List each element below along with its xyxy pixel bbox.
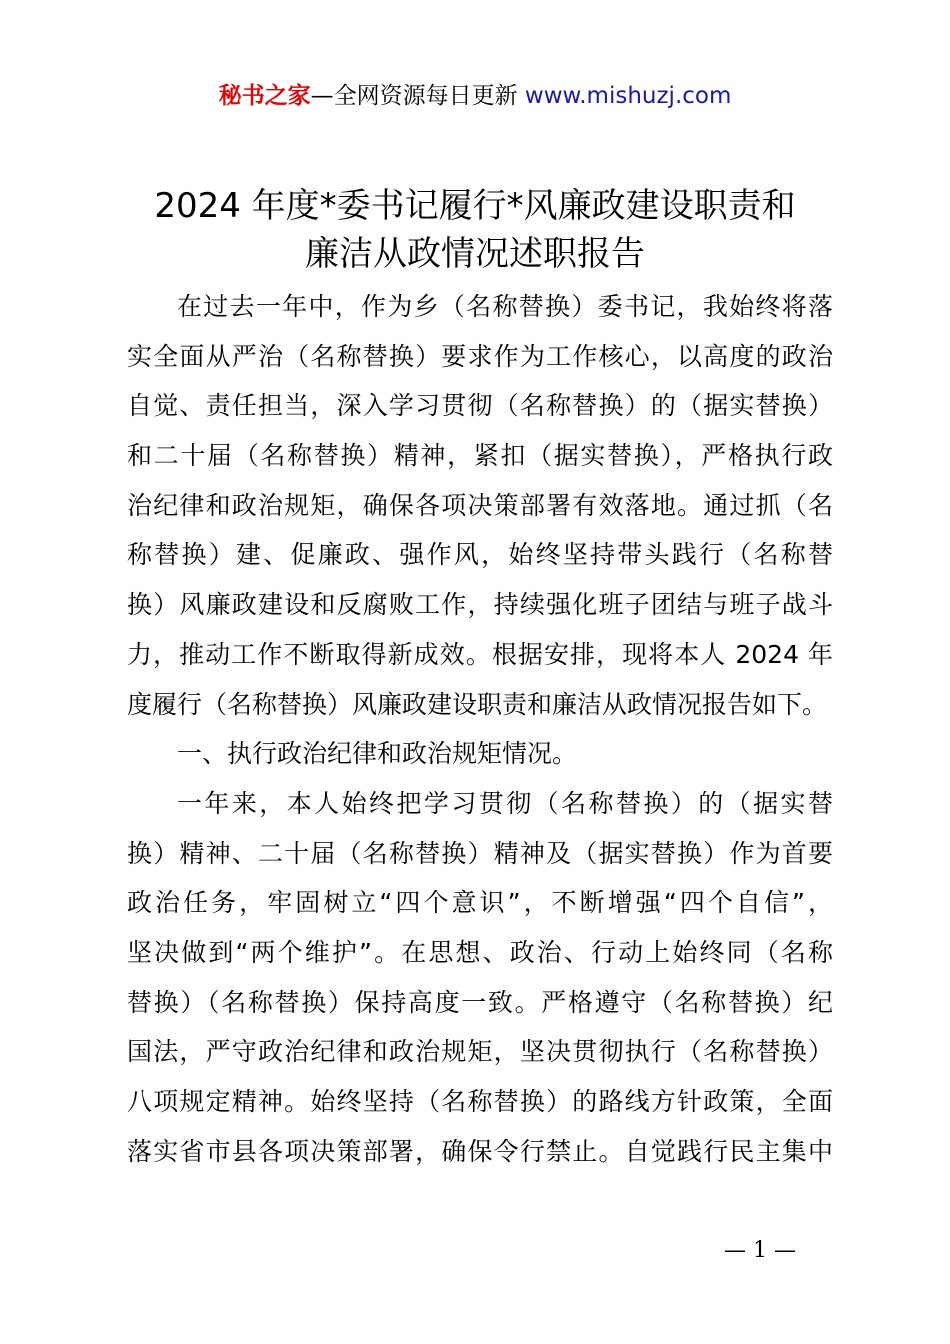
- body-line: 八项规定精神。始终坚持（名称替换）的路线方针政策，全面: [127, 1087, 833, 1116]
- title-line-2: 廉洁从政情况述职报告: [305, 234, 645, 274]
- site-brand: 秘书之家: [218, 83, 311, 109]
- body-line: 自觉、责任担当，深入学习贯彻（名称替换）的（据实替换）: [127, 391, 833, 421]
- body-line: 一年来，本人始终把学习贯彻（名称替换）的（据实替: [177, 788, 833, 818]
- section-heading: 一、执行政治纪律和政治规矩情况。: [177, 739, 578, 769]
- body-line: 换）风廉政建设和反腐败工作，持续强化班子团结与班子战斗: [127, 590, 833, 620]
- body-line: 和二十届（名称替换）精神，紧扣（据实替换），严格执行政: [127, 441, 833, 471]
- body-line: 度履行（名称替换）风廉政建设职责和廉洁从政情况报告如下。: [127, 689, 828, 719]
- body-line: 实全面从严治（名称替换）要求作为工作核心，以高度的政治: [127, 341, 833, 371]
- body-line: 落实省市县各项决策部署，确保令行禁止。自觉践行民主集中: [127, 1136, 833, 1166]
- site-header: [0, 80, 950, 112]
- body-line: 换）精神、二十届（名称替换）精神及（据实替换）作为首要: [127, 838, 833, 868]
- site-url[interactable]: www.mishuzj.com: [524, 83, 732, 109]
- document-body: [127, 282, 833, 1176]
- document-title: [100, 182, 850, 278]
- body-line: 替换）（名称替换）保持高度一致。严格遵守（名称替换）纪: [127, 987, 833, 1017]
- body-line: 治纪律和政治规矩，确保各项决策部署有效落地。通过抓（名: [127, 490, 833, 520]
- body-line: 力，推动工作不断取得新成效。根据安排，现将本人 2024 年: [127, 639, 833, 669]
- body-line: 国法，严守政治纪律和政治规矩，坚决贯彻执行（名称替换）: [127, 1037, 833, 1067]
- body-line: 坚决做到“两个维护”。在思想、政治、行动上始终同（名称: [127, 937, 833, 967]
- page-number: — 1 —: [724, 1238, 796, 1263]
- body-line: 政治任务，牢固树立“四个意识”，不断增强“四个自信”，: [127, 888, 833, 918]
- body-line: 称替换）建、促廉政、强作风，始终坚持带头践行（名称替: [127, 540, 833, 570]
- body-line: 在过去一年中，作为乡（名称替换）委书记，我始终将落: [177, 292, 833, 321]
- site-tagline: —全网资源每日更新: [310, 83, 518, 109]
- title-line-1: 2024 年度*委书记履行*风廉政建设职责和: [154, 186, 796, 226]
